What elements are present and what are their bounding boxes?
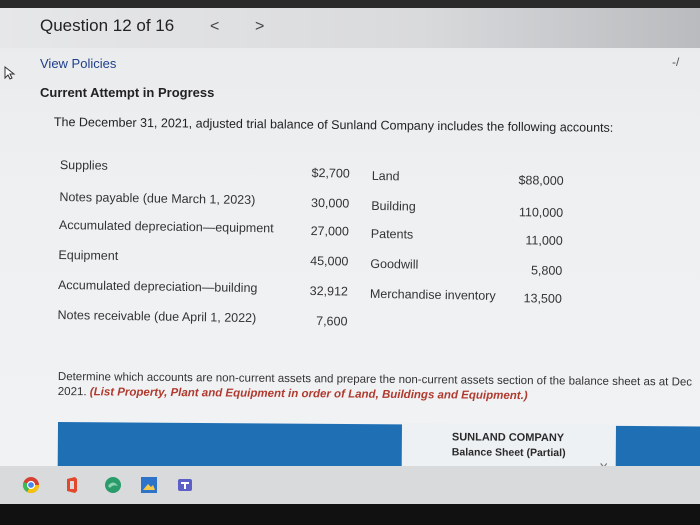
account-amount: $2,700 [311, 165, 350, 181]
table-row [58, 248, 618, 279]
accounts-table [57, 158, 620, 347]
corner-mark: -/ [672, 55, 680, 69]
account-name: Accumulated depreciation—building [57, 277, 258, 296]
account-amount: 27,000 [310, 223, 349, 239]
determine-year: 2021. [57, 385, 87, 399]
account-amount: 45,000 [310, 253, 349, 269]
monitor-bezel-bottom [0, 504, 700, 525]
mouse-cursor-icon [4, 66, 16, 80]
instruction-note: (List Property, Plant and Equipment in order of Land, Buildings and Equipment.) [89, 386, 528, 403]
account-amount: 32,912 [309, 283, 349, 299]
view-policies-link[interactable]: View Policies [40, 56, 117, 71]
office-icon[interactable] [63, 476, 81, 494]
account-name: Notes payable (due March 1, 2023) [59, 189, 256, 208]
question-counter: Question 12 of 16 [40, 16, 175, 35]
account-name: Notes receivable (due April 1, 2022) [57, 307, 257, 326]
table-row [59, 190, 619, 221]
edge-icon[interactable] [104, 476, 122, 494]
teams-icon[interactable] [176, 476, 194, 494]
previous-question-button[interactable]: < [210, 18, 220, 35]
statement-title: Balance Sheet (Partial) [451, 446, 566, 460]
account-amount: 13,500 [523, 291, 562, 306]
account-name: Land [371, 168, 400, 184]
taskbar [0, 466, 700, 504]
next-question-button[interactable]: > [255, 18, 265, 35]
account-name: Goodwill [370, 256, 419, 272]
account-name: Accumulated depreciation—equipment [58, 217, 274, 236]
account-amount: $88,000 [518, 173, 564, 188]
account-name: Building [371, 198, 416, 214]
photos-icon[interactable] [140, 476, 158, 494]
table-row [59, 218, 619, 249]
account-amount: 11,000 [525, 233, 563, 248]
account-name: Merchandise inventory [369, 286, 496, 303]
chrome-icon[interactable] [22, 476, 40, 494]
account-amount: 5,800 [530, 263, 563, 278]
account-amount [506, 315, 562, 316]
table-row [60, 158, 620, 189]
table-row [58, 278, 618, 309]
account-amount: 30,000 [310, 195, 350, 211]
account-amount: 7,600 [316, 314, 348, 329]
problem-intro: The December 31, 2021, adjusted trial balance of Sunland Company includes the following accounts: [53, 115, 614, 135]
attempt-status: Current Attempt in Progress [40, 85, 215, 100]
screen [0, 8, 700, 476]
account-amount: 110,000 [518, 205, 564, 220]
company-name: SUNLAND COMPANY [451, 431, 565, 445]
account-name: Equipment [58, 247, 119, 263]
determine-instructions [58, 370, 700, 406]
account-name: Patents [370, 226, 414, 242]
determine-text: Determine which accounts are non-current assets and prepare the non-current assets section of the balance sheet as at Dec [57, 370, 693, 389]
table-row [57, 308, 617, 339]
statement-header [402, 423, 616, 468]
account-name: Supplies [59, 158, 108, 173]
